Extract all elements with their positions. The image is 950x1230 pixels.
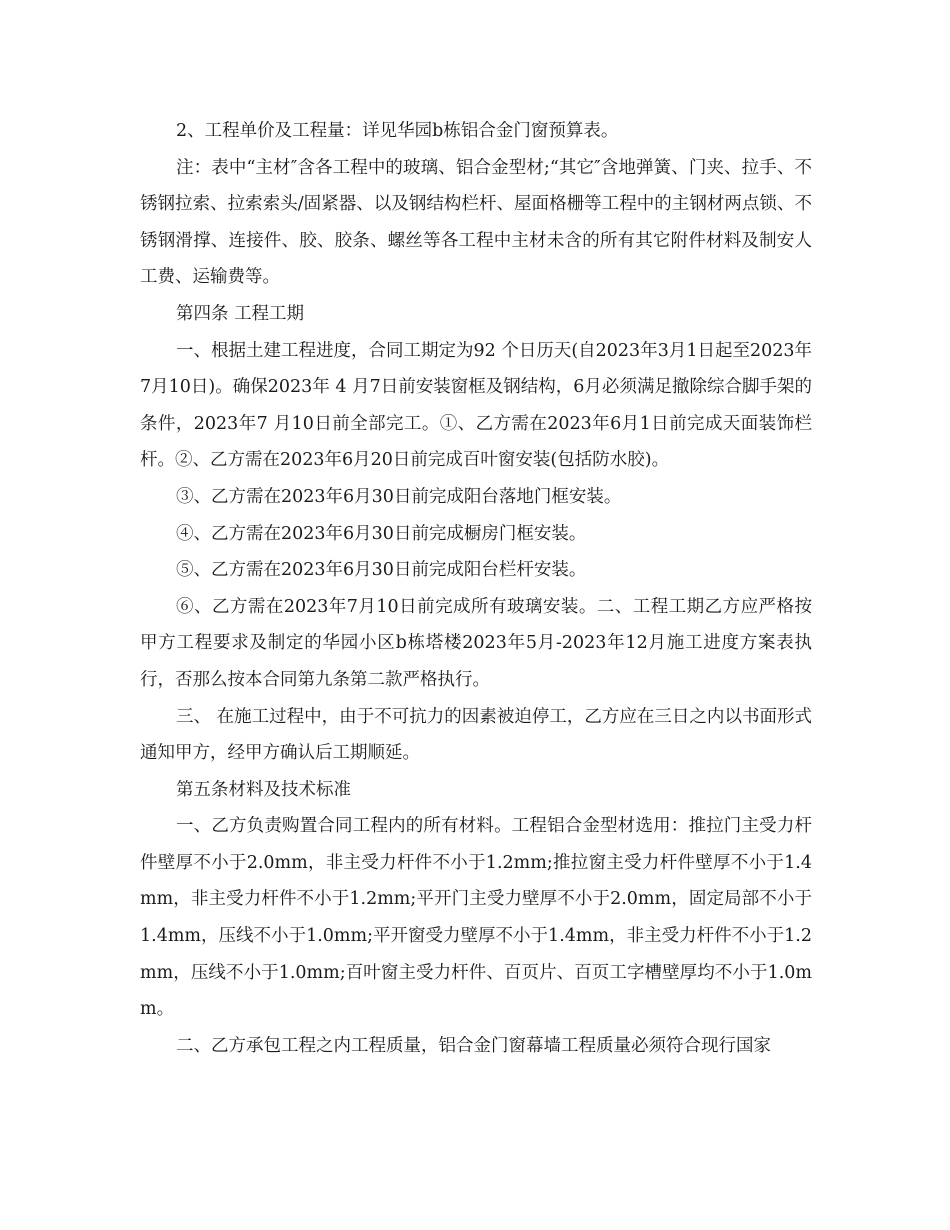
heading-article-4: 第四条 工程工期 <box>176 303 305 324</box>
document-body <box>140 113 812 1064</box>
paragraph-item-4: ④、乙方需在2023年6月30日前完成橱房门框安装。 <box>176 523 587 544</box>
paragraph-schedule: 一、根据土建工程进度，合同工期定为92 个日历天(自2023年3月1日起至2023年7月10日)。确保2023年 4 月7日前安装窗框及钢结构，6月必须满足撤除综合脚手架的条件，2023年7 月10日前全部完工。①、乙方需在2023年6月1日前完成天面装饰栏杆。②、乙方需在2023年6月20日前完成百叶窗安装(包括防水胶)。 <box>140 340 812 471</box>
paragraph-item-5: ⑤、乙方需在2023年6月30日前完成阳台栏杆安装。 <box>176 560 587 581</box>
paragraph-item-3: ③、乙方需在2023年6月30日前完成阳台落地门框安装。 <box>176 486 622 507</box>
paragraph-quality: 二、乙方承包工程之内工程质量，铝合金门窗幕墙工程质量必须符合现行国家 <box>176 1035 771 1056</box>
heading-article-5: 第五条材料及技术标准 <box>176 779 351 800</box>
paragraph-force-majeure: 三、 在施工过程中，由于不可抗力的因素被迫停工，乙方应在三日之内以书面形式通知甲方，经甲方确认后工期顺延。 <box>140 706 812 764</box>
paragraph-note-materials: 注：表中“主材″含各工程中的玻璃、铝合金型材;“其它″含地弹簧、门夹、拉手、不锈钢拉索、拉索索头/固紧器、以及钢结构栏杆、屋面格栅等工程中的主钢材两点锁、不锈钢滑撑、连接件、胶、胶条、螺丝等各工程中主材未含的所有其它附件材料及制安人工费、运输费等。 <box>140 157 812 288</box>
paragraph-material-specs: 一、乙方负责购置合同工程内的所有材料。工程铝合金型材选用：推拉门主受力杆件壁厚不小于2.0mm，非主受力杆件不小于1.2mm;推拉窗主受力杆件壁厚不小于1.4mm，非主受力杆件不小于1.2mm;平开门主受力壁厚不小于2.0mm，固定局部不小于1.4mm，压线不小于1.0mm;平开窗受力壁厚不小于1.4mm，非主受力杆件不小于1.2mm，压线不小于1.0mm;百叶窗主受力杆件、百页片、百页工字槽壁厚均不小于1.0mm。 <box>140 816 812 1020</box>
paragraph-unit-price: 2、工程单价及工程量：详见华园b栋铝合金门窗预算表。 <box>176 121 619 141</box>
paragraph-item-6: ⑥、乙方需在2023年7月10日前完成所有玻璃安装。二、工程工期乙方应严格按甲方工程要求及制定的华园小区b栋塔楼2023年5月-2023年12月施工进度方案表执行，否那么按本合同第九条第二款严格执行。 <box>140 596 812 690</box>
